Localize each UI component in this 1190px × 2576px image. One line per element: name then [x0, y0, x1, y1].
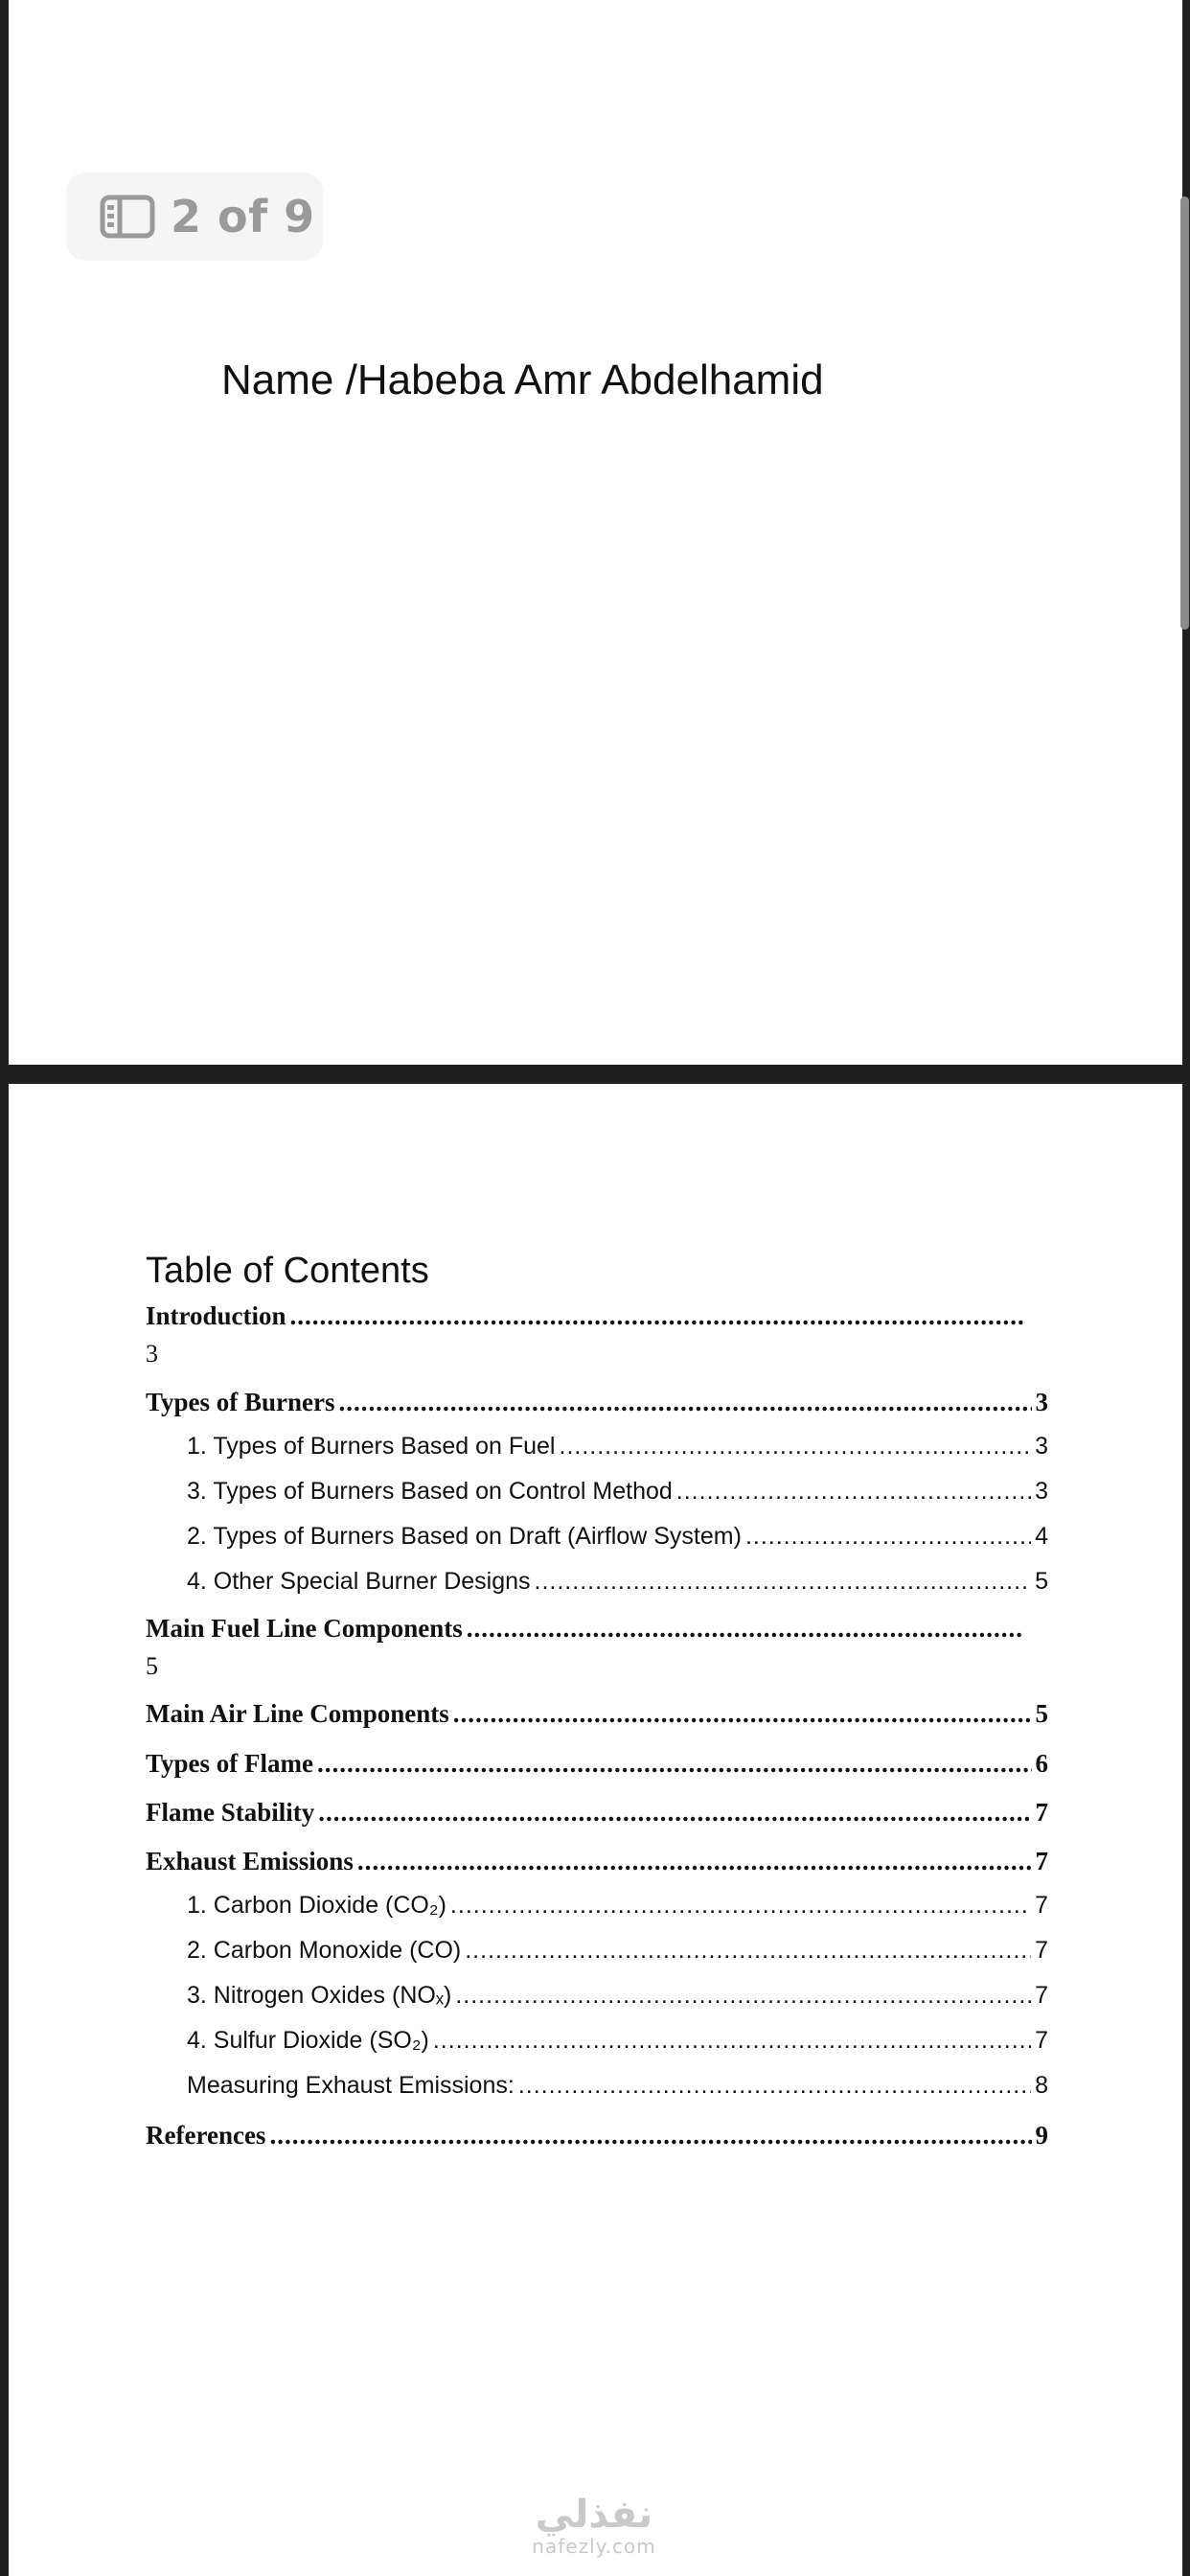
toc-leader-dots — [518, 2072, 1031, 2100]
toc-entry-page: 3 — [1035, 1388, 1048, 1416]
toc-leader-dots — [465, 1937, 1031, 1965]
toc-entry[interactable] — [187, 1982, 1048, 2010]
toc-entry-page: 8 — [1035, 2072, 1048, 2099]
watermark-logo — [522, 2494, 666, 2557]
toc-entry-page: 7 — [1035, 2027, 1048, 2054]
toc-leader-dots — [290, 1301, 1023, 1331]
toc-entry[interactable] — [187, 1433, 1048, 1460]
toc-entry-page: 3 — [1035, 1478, 1048, 1505]
toc-entry-title: 1. Carbon Dioxide (CO₂) — [187, 1892, 446, 1919]
toc-leader-dots — [450, 1892, 1031, 1920]
toc-entry[interactable] — [187, 2072, 1048, 2100]
toc-leader-dots — [318, 1798, 1031, 1828]
toc-leader-dots — [676, 1478, 1031, 1506]
watermark-brand: نفذلي — [535, 2493, 653, 2537]
toc-entry-page: 7 — [1035, 1847, 1048, 1875]
toc-leader-dots — [560, 1433, 1032, 1460]
toc-entry-page: 9 — [1035, 2121, 1048, 2150]
toc-leader-dots — [433, 2027, 1031, 2055]
toc-entry-title: Types of Burners — [146, 1388, 335, 1416]
toc-entry-title: Exhaust Emissions — [146, 1847, 354, 1875]
toc-entry[interactable] — [187, 1478, 1048, 1506]
toc-leader-dots — [269, 2121, 1031, 2150]
toc-entry[interactable] — [187, 1892, 1048, 1920]
toc-entry-page: 7 — [1035, 1892, 1048, 1919]
toc-entry[interactable] — [146, 1798, 1048, 1828]
toc-entry-page: 7 — [1035, 1982, 1048, 2009]
toc-entry-title: References — [146, 2121, 266, 2150]
toc-entry-page: 5 — [1035, 1699, 1048, 1728]
toc-entry-title: 1. Types of Burners Based on Fuel — [187, 1433, 556, 1460]
toc-entry[interactable] — [146, 1614, 1027, 1644]
toc-entry[interactable] — [187, 1937, 1048, 1965]
toc-entry-title: Types of Flame — [146, 1749, 313, 1778]
toc-entry[interactable] — [146, 1301, 1027, 1331]
document-page-1 — [9, 0, 1182, 1065]
scrollbar-thumb[interactable] — [1180, 196, 1189, 630]
toc-entry[interactable] — [146, 2121, 1048, 2150]
sidebar-icon — [100, 195, 155, 239]
toc-leader-dots — [357, 1847, 1032, 1876]
toc-leader-dots — [453, 1699, 1032, 1729]
author-name-line: Name /Habeba Amr Abdelhamid — [221, 356, 824, 403]
toc-entry-page: 3 — [1035, 1433, 1048, 1460]
toc-entry-page: 5 — [1035, 1568, 1048, 1595]
toc-leader-dots — [467, 1614, 1023, 1644]
toc-entry-title: Measuring Exhaust Emissions: — [187, 2072, 515, 2099]
toc-entry-title: 2. Types of Burners Based on Draft (Airflow System) — [187, 1523, 742, 1550]
toc-entry-page: 7 — [1035, 1798, 1048, 1827]
toc-entry-title: Main Fuel Line Components — [146, 1614, 463, 1643]
toc-entry[interactable] — [187, 1523, 1048, 1551]
page-indicator-label: 2 of 9 — [171, 191, 315, 242]
toc-leader-dots — [455, 1982, 1031, 2010]
toc-entry-page: 5 — [146, 1652, 158, 1680]
toc-entry[interactable] — [187, 1568, 1048, 1596]
toc-entry-title: 4. Other Special Burner Designs — [187, 1568, 531, 1595]
watermark-site: nafezly.com — [532, 2535, 656, 2558]
toc-entry-title: Flame Stability — [146, 1798, 315, 1827]
toc-leader-dots — [339, 1388, 1032, 1417]
toc-entry[interactable] — [146, 1847, 1048, 1876]
toc-title: Table of Contents — [146, 1251, 429, 1291]
toc-entry[interactable] — [146, 1388, 1048, 1417]
toc-entry-title: 2. Carbon Monoxide (CO) — [187, 1937, 462, 1964]
toc-leader-dots — [535, 1568, 1032, 1596]
toc-entry-page: 7 — [1035, 1937, 1048, 1964]
toc-entry-title: Main Air Line Components — [146, 1699, 449, 1728]
page-indicator[interactable] — [66, 172, 323, 261]
toc-entry-title: Introduction — [146, 1301, 286, 1330]
toc-entry-title: 3. Types of Burners Based on Control Method — [187, 1478, 673, 1505]
toc-entry-page: 4 — [1035, 1523, 1048, 1550]
toc-leader-dots — [745, 1523, 1031, 1551]
toc-entry[interactable] — [146, 1699, 1048, 1729]
toc-leader-dots — [317, 1749, 1032, 1779]
toc-entry-title: 4. Sulfur Dioxide (SO₂) — [187, 2027, 429, 2054]
toc-entry-page: 3 — [146, 1340, 158, 1368]
toc-entry-page: 6 — [1035, 1749, 1048, 1778]
toc-entry-title: 3. Nitrogen Oxides (NOₓ) — [187, 1982, 452, 2009]
toc-entry[interactable] — [187, 2027, 1048, 2055]
toc-entry[interactable] — [146, 1749, 1048, 1779]
